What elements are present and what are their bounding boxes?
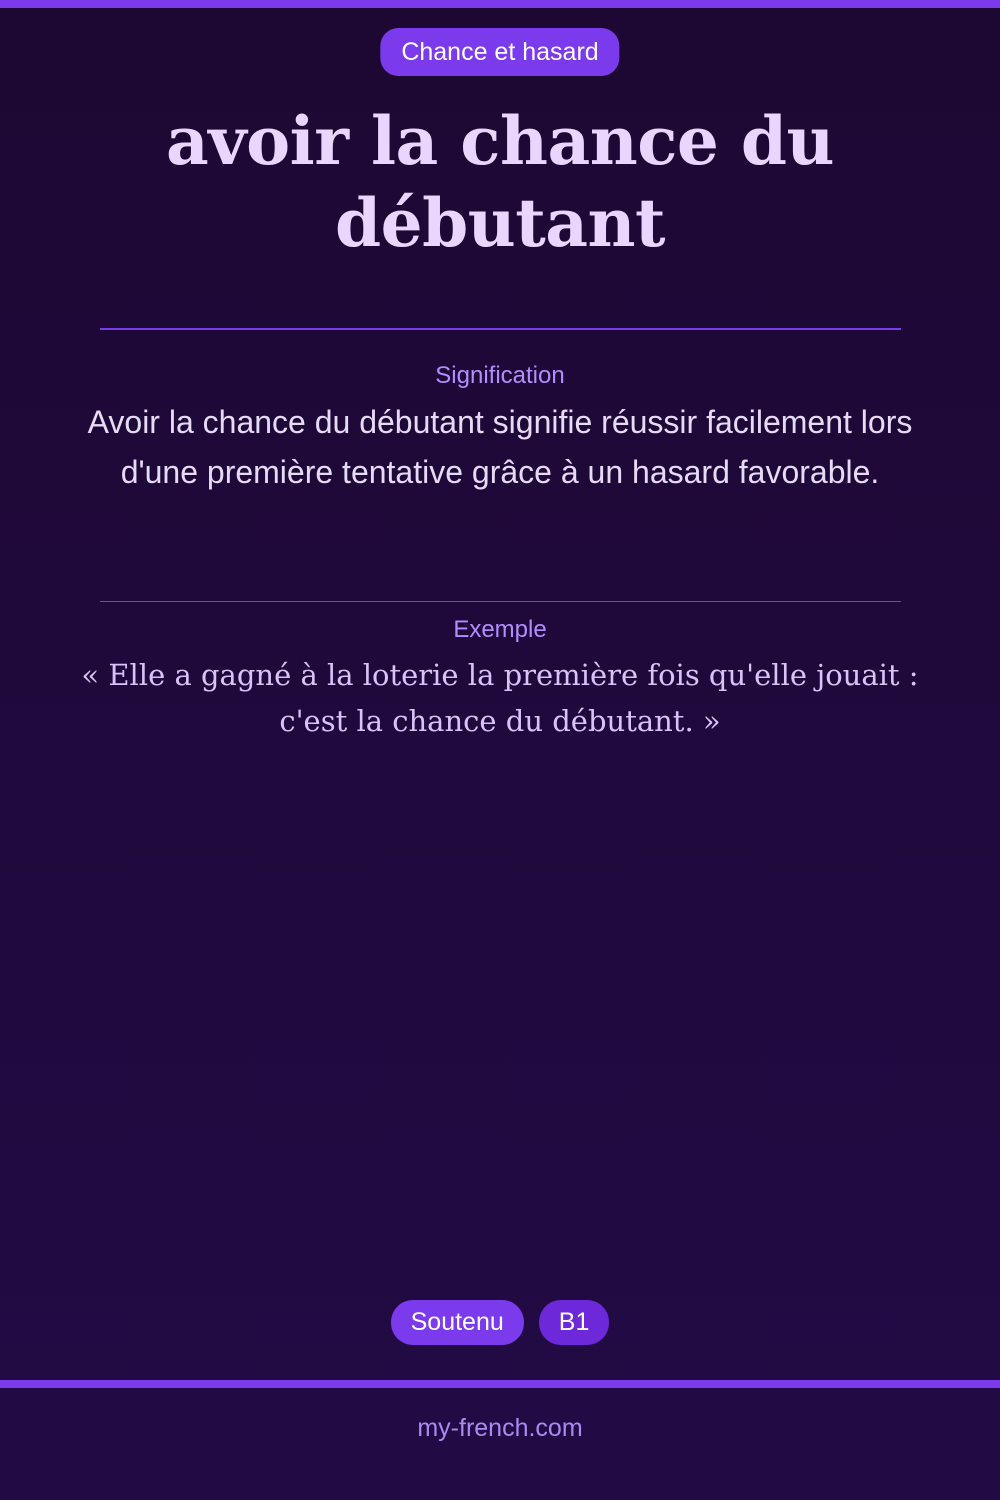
tag-list	[0, 1300, 1000, 1345]
meaning-text: Avoir la chance du débutant signifie réussir facilement lors d'une première tentative grâce à un hasard favorable.	[87, 404, 913, 490]
site-footer-link[interactable]: my-french.com	[417, 1414, 583, 1442]
bottom-accent-bar	[0, 1380, 1000, 1388]
title-divider	[100, 328, 901, 330]
level-tag: B1	[539, 1300, 610, 1345]
example-text: « Elle a gagné à la loterie la première fois qu'elle jouait : c'est la chance du débutant. »	[81, 658, 919, 738]
meaning-label: Signification	[435, 362, 565, 389]
register-tag: Soutenu	[391, 1300, 524, 1345]
section-divider	[100, 601, 901, 602]
top-accent-bar	[0, 0, 1000, 8]
category-badge: Chance et hasard	[380, 28, 619, 76]
example-label: Exemple	[453, 616, 547, 643]
expression-title: avoir la chance du débutant	[166, 102, 834, 262]
